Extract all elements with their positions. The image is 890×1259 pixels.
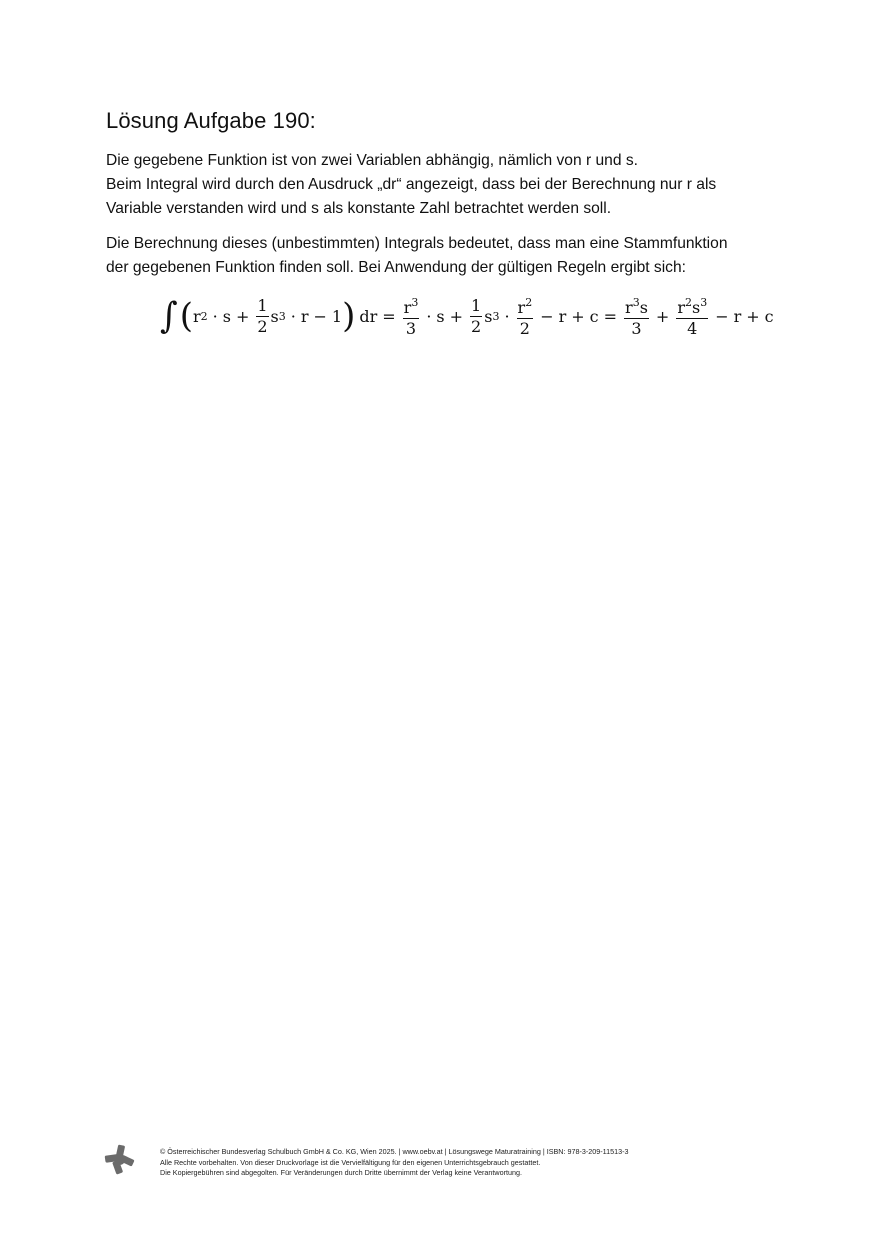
formula-s: s [639, 298, 648, 317]
open-paren: ( [179, 296, 193, 336]
formula-s: s [436, 306, 445, 326]
paragraph-1-line: Variable verstanden wird und s als konstante Zahl betrachtet werden soll. [106, 200, 612, 217]
paragraph-1-line: Beim Integral wird durch den Ausdruck „dr“ angezeigt, dass bei der Berechnung nur r als [106, 176, 717, 193]
formula-plus: + [571, 306, 585, 326]
paragraph-2 [106, 232, 796, 280]
formula-r: r [625, 298, 633, 317]
publisher-logo-icon [104, 1144, 136, 1176]
paragraph-2-line: Die Berechnung dieses (unbestimmten) Integrals bedeutet, dass man eine Stammfunktion [106, 235, 728, 252]
formula-exponent: 2 [200, 309, 208, 323]
formula-cdot: · [290, 306, 296, 326]
integral-sign: ∫ [160, 295, 178, 337]
formula-minus: − [540, 306, 554, 326]
formula-minus: − [313, 306, 327, 326]
formula-exponent: 3 [632, 296, 640, 309]
formula-exponent: 3 [700, 296, 708, 309]
footer-copyright [160, 1147, 628, 1179]
page-title: Lösung Aufgabe 190: [106, 108, 316, 133]
fraction-r3-over-3 [403, 293, 420, 339]
formula-r: r [733, 306, 742, 326]
formula-exponent: 2 [684, 296, 692, 309]
formula-plus: + [449, 306, 464, 326]
paragraph-1-line: Die gegebene Funktion ist von zwei Variablen abhängig, nämlich von r und s. [106, 152, 638, 169]
formula-cdot: · [426, 306, 432, 326]
fraction-r2-over-2 [517, 293, 534, 339]
formula-r: r [192, 306, 201, 326]
formula-cdot: · [504, 306, 510, 326]
fraction-numerator [403, 293, 420, 319]
fraction-denominator: 2 [257, 316, 268, 336]
formula-r: r [403, 298, 412, 317]
paragraph-2-line: der gegebenen Funktion finden soll. Bei Anwendung der gültigen Regeln ergibt sich: [106, 259, 686, 276]
fraction-r3s-over-3 [624, 293, 649, 339]
formula-c: c [764, 306, 774, 326]
fraction-one-half [256, 296, 268, 337]
close-paren: ) [342, 296, 356, 336]
footer-line: Die Kopiergebühren sind abgegolten. Für Veränderungen durch Dritte übernimmt der Verlag keine Verantwortung. [160, 1168, 522, 1177]
formula-exponent: 3 [492, 309, 500, 323]
fraction-denominator: 3 [405, 319, 417, 338]
formula-exponent: 2 [525, 296, 533, 309]
formula-r: r [677, 298, 685, 317]
fraction-numerator [517, 293, 534, 319]
formula-one: 1 [331, 306, 343, 326]
formula-s: s [270, 306, 279, 326]
footer-line: Alle Rechte vorbehalten. Von dieser Druckvorlage ist die Vervielfältigung für den eigenen Unterrichtsgebrauch gestattet. [160, 1157, 541, 1167]
fraction-denominator: 2 [519, 319, 530, 338]
formula-plus: + [235, 306, 250, 326]
formula-plus: + [746, 306, 760, 326]
fraction-denominator: 2 [471, 316, 482, 336]
fraction-r2s3-over-4 [676, 293, 708, 339]
formula-s: s [222, 306, 231, 326]
fraction-numerator [676, 293, 708, 319]
formula-s: s [691, 298, 701, 317]
formula-exponent: 3 [278, 309, 286, 323]
formula-plus: + [655, 306, 670, 326]
footer-line: © Österreichischer Bundesverlag Schulbuch GmbH & Co. KG, Wien 2025. | www.oebv.at | Lösungswege Maturatraining | ISBN: 978-3-209-11513-3 [160, 1147, 629, 1156]
fraction-denominator: 4 [687, 319, 698, 338]
formula-r: r [558, 306, 567, 326]
fraction-numerator: 1 [471, 295, 482, 315]
fraction-numerator: 1 [257, 295, 268, 315]
formula-exponent: 3 [411, 296, 419, 309]
fraction-denominator: 3 [631, 319, 642, 338]
formula-minus: − [715, 306, 729, 326]
formula-r: r [300, 306, 309, 326]
formula-equals: = [382, 306, 396, 326]
formula-dr: dr [359, 306, 378, 326]
paragraph-1 [106, 149, 796, 221]
formula-c: c [589, 306, 599, 326]
formula-s: s [484, 306, 493, 326]
formula-r: r [517, 298, 526, 317]
formula-cdot: · [212, 306, 218, 326]
integral-formula [160, 288, 774, 344]
fraction-one-half [470, 296, 482, 337]
fraction-numerator [624, 293, 649, 319]
formula-equals: = [603, 306, 618, 326]
